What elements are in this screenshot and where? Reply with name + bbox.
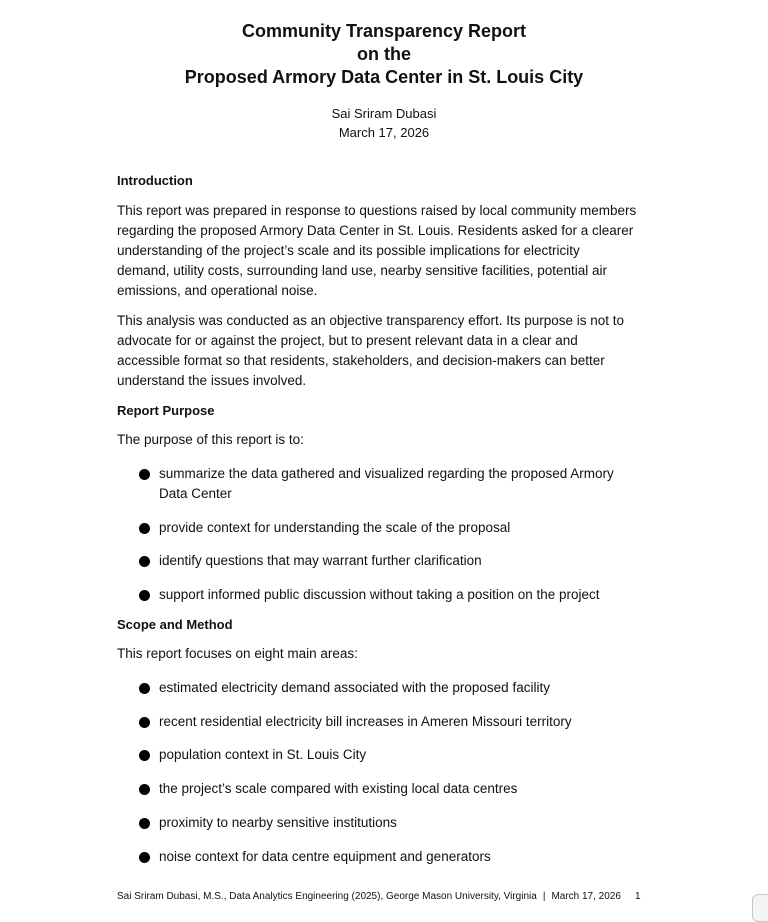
bullet-icon <box>139 818 150 829</box>
introduction-paragraph-2 <box>117 311 657 391</box>
list-item-text: noise context for data centre equipment and generators <box>159 849 491 864</box>
bullet-icon <box>139 590 150 601</box>
list-item-text: estimated electricity demand associated with the proposed facility <box>159 680 550 695</box>
introduction-heading: Introduction <box>117 173 193 188</box>
list-item-text: support informed public discussion without taking a position on the project <box>159 587 600 602</box>
text-line: This report was prepared in response to questions raised by local community members <box>117 203 637 218</box>
text-line: understanding of the project’s scale and its possible implications for electricity <box>117 243 580 258</box>
bullet-icon <box>139 556 150 567</box>
text-line: summarize the data gathered and visualized regarding the proposed Armory <box>159 466 614 481</box>
report-title <box>0 20 768 89</box>
footer-credit: Sai Sriram Dubasi, M.S., Data Analytics Engineering (2025), George Mason University, Virginia <box>117 891 537 902</box>
title-line-1: Community Transparency Report <box>241 21 527 41</box>
bullet-icon <box>139 683 150 694</box>
author-name: Sai Sriram Dubasi <box>331 106 437 121</box>
text-line: understand the issues involved. <box>117 373 307 388</box>
text-line: This analysis was conducted as an objective transparency effort. Its purpose is not to <box>117 313 625 328</box>
report-purpose-heading: Report Purpose <box>117 403 215 418</box>
bullet-icon <box>139 852 150 863</box>
bullet-icon <box>139 717 150 728</box>
title-line-3: Proposed Armory Data Center in St. Louis City <box>184 67 584 87</box>
list-item-text: identify questions that may warrant further clarification <box>159 553 482 568</box>
bullet-icon <box>139 784 150 795</box>
bullet-icon <box>139 523 150 534</box>
list-item-text: provide context for understanding the scale of the proposal <box>159 520 511 535</box>
text-line: regarding the proposed Armory Data Center in St. Louis. Residents asked for a clearer <box>117 223 634 238</box>
bullet-icon <box>139 750 150 761</box>
scope-method-heading: Scope and Method <box>117 617 233 632</box>
scope-method-intro: This report focuses on eight main areas: <box>117 646 358 661</box>
page-corner-tab[interactable] <box>752 894 768 922</box>
report-purpose-intro: The purpose of this report is to: <box>117 432 304 447</box>
text-line: demand, utility costs, surrounding land use, nearby sensitive facilities, potential air <box>117 263 608 278</box>
text-line: emissions, and operational noise. <box>117 283 318 298</box>
list-item-text: the project’s scale compared with existing local data centres <box>159 781 518 796</box>
text-line: Data Center <box>159 486 232 501</box>
report-date: March 17, 2026 <box>338 125 430 140</box>
bullet-icon <box>139 469 150 480</box>
page-number: 1 <box>634 891 641 902</box>
list-item-text: recent residential electricity bill increases in Ameren Missouri territory <box>159 714 572 729</box>
text-line: accessible format so that residents, stakeholders, and decision-makers can better <box>117 353 605 368</box>
title-line-2: on the <box>357 44 411 64</box>
page-footer <box>117 888 641 906</box>
footer-separator: | <box>542 891 546 902</box>
footer-date: March 17, 2026 <box>551 891 621 902</box>
introduction-paragraph-1 <box>117 201 657 301</box>
list-item-text: population context in St. Louis City <box>159 747 367 762</box>
text-line: advocate for or against the project, but to present relevant data in a clear and <box>117 333 578 348</box>
list-item-text: proximity to nearby sensitive institutions <box>159 815 397 830</box>
